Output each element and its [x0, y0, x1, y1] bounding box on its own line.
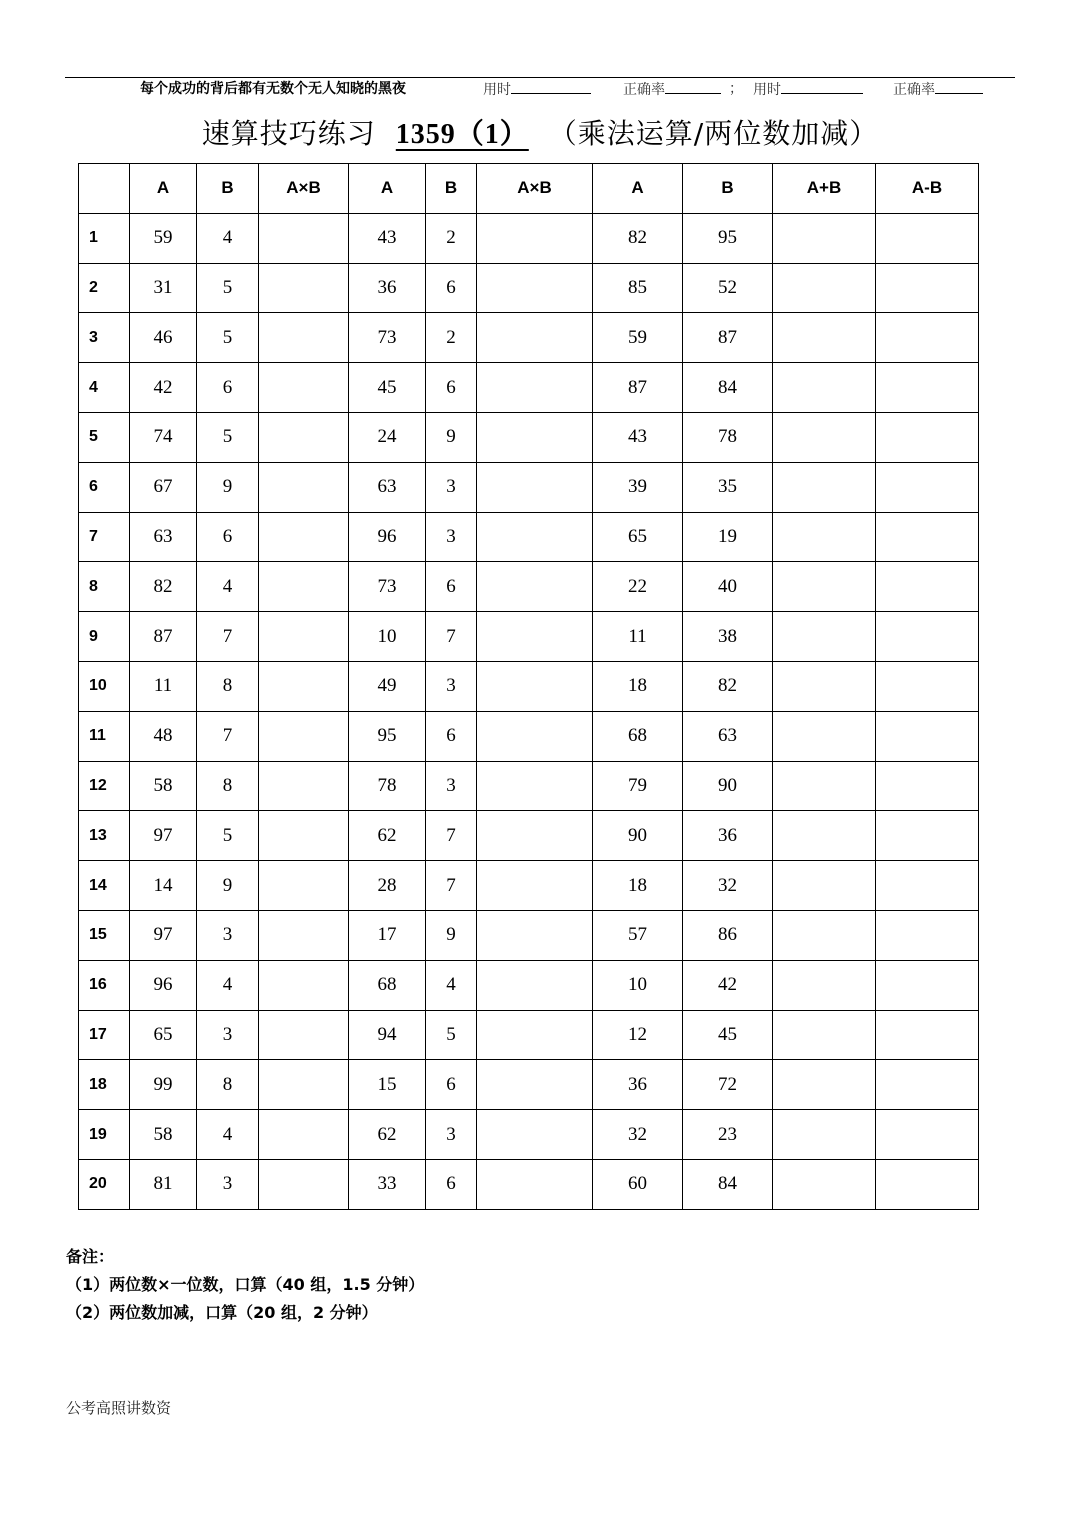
answer-sum[interactable]: [773, 512, 876, 562]
answer-product2[interactable]: [477, 910, 593, 960]
answer-product2[interactable]: [477, 661, 593, 711]
page-header: [65, 78, 1015, 100]
cell-b3: 82: [683, 661, 773, 711]
cell-a2: 24: [349, 412, 426, 462]
accuracy-field-2[interactable]: [893, 78, 983, 99]
row-index: 19: [79, 1110, 130, 1160]
table-row: [79, 960, 979, 1010]
answer-product1[interactable]: [259, 512, 349, 562]
cell-a3: 82: [593, 213, 683, 263]
cell-b3: 84: [683, 1159, 773, 1209]
cell-b3: 90: [683, 761, 773, 811]
cell-a1: 58: [130, 1110, 197, 1160]
cell-a3: 85: [593, 263, 683, 313]
table-row: [79, 711, 979, 761]
row-index: 8: [79, 562, 130, 612]
table-row: [79, 910, 979, 960]
cell-b2: 6: [426, 1060, 477, 1110]
accuracy-blank-1[interactable]: [665, 78, 721, 94]
table-body: [79, 213, 979, 1209]
row-index: 5: [79, 412, 130, 462]
page-title: [0, 112, 1080, 152]
cell-b1: 9: [197, 462, 259, 512]
cell-b1: 5: [197, 811, 259, 861]
cell-a1: 31: [130, 263, 197, 313]
header-product1: A×B: [259, 164, 349, 214]
motto-text: 每个成功的背后都有无数个无人知晓的黑夜: [140, 81, 406, 97]
cell-a1: 99: [130, 1060, 197, 1110]
cell-a2: 28: [349, 861, 426, 911]
cell-b3: 78: [683, 412, 773, 462]
cell-a3: 87: [593, 363, 683, 413]
row-index: 9: [79, 612, 130, 662]
answer-sum[interactable]: [773, 1110, 876, 1160]
cell-a2: 94: [349, 1010, 426, 1060]
cell-b3: 84: [683, 363, 773, 413]
table-row: [79, 1110, 979, 1160]
cell-a1: 81: [130, 1159, 197, 1209]
answer-product2[interactable]: [477, 811, 593, 861]
cell-a1: 67: [130, 462, 197, 512]
cell-a2: 49: [349, 661, 426, 711]
answer-product2[interactable]: [477, 263, 593, 313]
time-field-1[interactable]: [483, 78, 591, 99]
cell-b2: 7: [426, 811, 477, 861]
answer-sum[interactable]: [773, 811, 876, 861]
answer-sum[interactable]: [773, 1010, 876, 1060]
title-prefix: 速算技巧练习: [201, 117, 376, 150]
cell-a3: 18: [593, 861, 683, 911]
answer-product2[interactable]: [477, 213, 593, 263]
cell-b1: 8: [197, 761, 259, 811]
cell-b1: 5: [197, 313, 259, 363]
time-label-1: 用时: [483, 82, 511, 98]
answer-product1[interactable]: [259, 412, 349, 462]
table-row: [79, 861, 979, 911]
table-row: [79, 412, 979, 462]
accuracy-blank-2[interactable]: [935, 78, 983, 94]
cell-a1: 58: [130, 761, 197, 811]
answer-difference[interactable]: [876, 462, 979, 512]
cell-b1: 4: [197, 562, 259, 612]
notes-section: [66, 1243, 424, 1327]
cell-a3: 36: [593, 1060, 683, 1110]
cell-b3: 38: [683, 612, 773, 662]
answer-difference[interactable]: [876, 412, 979, 462]
cell-a3: 32: [593, 1110, 683, 1160]
answer-product2[interactable]: [477, 512, 593, 562]
footer-text: 公考高照讲数资: [66, 1399, 172, 1417]
row-index: 18: [79, 1060, 130, 1110]
time-field-2[interactable]: [753, 78, 863, 99]
row-index: 16: [79, 960, 130, 1010]
answer-product2[interactable]: [477, 313, 593, 363]
cell-a2: 95: [349, 711, 426, 761]
cell-a3: 90: [593, 811, 683, 861]
table-row: [79, 761, 979, 811]
answer-sum[interactable]: [773, 761, 876, 811]
cell-b3: 32: [683, 861, 773, 911]
answer-product1[interactable]: [259, 910, 349, 960]
cell-a3: 22: [593, 562, 683, 612]
answer-product1[interactable]: [259, 213, 349, 263]
answer-product2[interactable]: [477, 761, 593, 811]
answer-product1[interactable]: [259, 1159, 349, 1209]
answer-sum[interactable]: [773, 960, 876, 1010]
cell-a3: 57: [593, 910, 683, 960]
cell-b1: 4: [197, 960, 259, 1010]
cell-b3: 35: [683, 462, 773, 512]
answer-difference[interactable]: [876, 512, 979, 562]
cell-b1: 8: [197, 1060, 259, 1110]
practice-table: [78, 163, 979, 1210]
cell-a1: 14: [130, 861, 197, 911]
table-row: [79, 1010, 979, 1060]
table-row: [79, 811, 979, 861]
cell-b2: 3: [426, 761, 477, 811]
cell-a2: 15: [349, 1060, 426, 1110]
cell-b1: 5: [197, 263, 259, 313]
accuracy-field-1[interactable]: [623, 78, 721, 99]
header-b2: B: [426, 164, 477, 214]
answer-product1[interactable]: [259, 661, 349, 711]
cell-b1: 4: [197, 213, 259, 263]
answer-sum[interactable]: [773, 462, 876, 512]
cell-a2: 73: [349, 562, 426, 612]
table-row: [79, 562, 979, 612]
answer-product2[interactable]: [477, 612, 593, 662]
table-row: [79, 661, 979, 711]
answer-product2[interactable]: [477, 462, 593, 512]
row-index: 13: [79, 811, 130, 861]
table-row: [79, 1060, 979, 1110]
cell-a1: 74: [130, 412, 197, 462]
header-product2: A×B: [477, 164, 593, 214]
answer-sum[interactable]: [773, 661, 876, 711]
answer-difference[interactable]: [876, 1010, 979, 1060]
answer-product1[interactable]: [259, 313, 349, 363]
cell-a3: 43: [593, 412, 683, 462]
header-difference: A-B: [876, 164, 979, 214]
table-row: [79, 313, 979, 363]
cell-b2: 4: [426, 960, 477, 1010]
row-index: 7: [79, 512, 130, 562]
answer-product2[interactable]: [477, 1060, 593, 1110]
time-blank-1[interactable]: [511, 78, 591, 94]
cell-a2: 78: [349, 761, 426, 811]
answer-difference[interactable]: [876, 1060, 979, 1110]
answer-product1[interactable]: [259, 960, 349, 1010]
separator: ；: [729, 81, 743, 97]
answer-sum[interactable]: [773, 1060, 876, 1110]
cell-a1: 11: [130, 661, 197, 711]
row-index: 20: [79, 1159, 130, 1209]
cell-a1: 59: [130, 213, 197, 263]
header-a3: A: [593, 164, 683, 214]
header-a1: A: [130, 164, 197, 214]
answer-product1[interactable]: [259, 363, 349, 413]
answer-product1[interactable]: [259, 761, 349, 811]
row-index: 17: [79, 1010, 130, 1060]
row-index: 1: [79, 213, 130, 263]
answer-product2[interactable]: [477, 562, 593, 612]
cell-b2: 5: [426, 1010, 477, 1060]
title-code: 1359（1）: [395, 119, 529, 150]
row-index: 2: [79, 263, 130, 313]
header-divider: [65, 77, 1015, 78]
cell-b3: 23: [683, 1110, 773, 1160]
answer-product2[interactable]: [477, 1159, 593, 1209]
notes-line-2: （2）两位数加减，口算（20 组，2 分钟）: [66, 1303, 378, 1322]
answer-difference[interactable]: [876, 1110, 979, 1160]
answer-difference[interactable]: [876, 213, 979, 263]
cell-a2: 33: [349, 1159, 426, 1209]
answer-difference[interactable]: [876, 612, 979, 662]
cell-a2: 45: [349, 363, 426, 413]
cell-a1: 97: [130, 910, 197, 960]
row-index: 3: [79, 313, 130, 363]
answer-sum[interactable]: [773, 1159, 876, 1209]
cell-b3: 72: [683, 1060, 773, 1110]
answer-product1[interactable]: [259, 1060, 349, 1110]
cell-a1: 82: [130, 562, 197, 612]
cell-b1: 3: [197, 1010, 259, 1060]
cell-b3: 45: [683, 1010, 773, 1060]
cell-b1: 8: [197, 661, 259, 711]
cell-b2: 6: [426, 263, 477, 313]
cell-a3: 10: [593, 960, 683, 1010]
cell-a1: 65: [130, 1010, 197, 1060]
answer-product2[interactable]: [477, 960, 593, 1010]
answer-product1[interactable]: [259, 263, 349, 313]
table-row: [79, 363, 979, 413]
cell-a2: 62: [349, 1110, 426, 1160]
row-index: 15: [79, 910, 130, 960]
answer-difference[interactable]: [876, 861, 979, 911]
answer-difference[interactable]: [876, 811, 979, 861]
time-blank-2[interactable]: [781, 78, 863, 94]
cell-b2: 6: [426, 711, 477, 761]
answer-sum[interactable]: [773, 861, 876, 911]
answer-difference[interactable]: [876, 711, 979, 761]
answer-product1[interactable]: [259, 811, 349, 861]
cell-b2: 7: [426, 612, 477, 662]
cell-a1: 46: [130, 313, 197, 363]
cell-a2: 10: [349, 612, 426, 662]
cell-a3: 60: [593, 1159, 683, 1209]
table-row: [79, 213, 979, 263]
answer-difference[interactable]: [876, 562, 979, 612]
cell-a1: 96: [130, 960, 197, 1010]
row-index: 4: [79, 363, 130, 413]
answer-product2[interactable]: [477, 1010, 593, 1060]
row-index: 12: [79, 761, 130, 811]
answer-product2[interactable]: [477, 412, 593, 462]
cell-b2: 3: [426, 462, 477, 512]
cell-a1: 97: [130, 811, 197, 861]
cell-b1: 7: [197, 711, 259, 761]
cell-a3: 11: [593, 612, 683, 662]
answer-product1[interactable]: [259, 1010, 349, 1060]
answer-sum[interactable]: [773, 313, 876, 363]
cell-b2: 6: [426, 363, 477, 413]
answer-sum[interactable]: [773, 363, 876, 413]
title-suffix: （乘法运算/两位数加减）: [548, 117, 879, 150]
cell-b2: 3: [426, 1110, 477, 1160]
cell-a3: 18: [593, 661, 683, 711]
cell-a2: 62: [349, 811, 426, 861]
answer-product1[interactable]: [259, 562, 349, 612]
cell-b2: 7: [426, 861, 477, 911]
cell-b1: 7: [197, 612, 259, 662]
row-index: 10: [79, 661, 130, 711]
header-a2: A: [349, 164, 426, 214]
answer-difference[interactable]: [876, 313, 979, 363]
answer-product2[interactable]: [477, 861, 593, 911]
cell-a2: 63: [349, 462, 426, 512]
answer-product2[interactable]: [477, 1110, 593, 1160]
table-row: [79, 263, 979, 313]
cell-b3: 40: [683, 562, 773, 612]
cell-b2: 3: [426, 661, 477, 711]
answer-difference[interactable]: [876, 1159, 979, 1209]
cell-b2: 6: [426, 1159, 477, 1209]
answer-product2[interactable]: [477, 363, 593, 413]
cell-b1: 9: [197, 861, 259, 911]
cell-b2: 2: [426, 313, 477, 363]
cell-a1: 63: [130, 512, 197, 562]
answer-product1[interactable]: [259, 1110, 349, 1160]
cell-b1: 6: [197, 363, 259, 413]
header-index: [79, 164, 130, 214]
answer-difference[interactable]: [876, 910, 979, 960]
time-label-2: 用时: [753, 82, 781, 98]
table-row: [79, 512, 979, 562]
cell-b1: 5: [197, 412, 259, 462]
cell-a1: 87: [130, 612, 197, 662]
header-b1: B: [197, 164, 259, 214]
answer-difference[interactable]: [876, 960, 979, 1010]
cell-a2: 68: [349, 960, 426, 1010]
row-index: 11: [79, 711, 130, 761]
answer-difference[interactable]: [876, 661, 979, 711]
answer-product1[interactable]: [259, 861, 349, 911]
cell-b3: 19: [683, 512, 773, 562]
notes-heading: 备注：: [66, 1247, 115, 1266]
cell-a3: 65: [593, 512, 683, 562]
cell-b3: 63: [683, 711, 773, 761]
table-row: [79, 612, 979, 662]
accuracy-label-1: 正确率: [623, 82, 665, 98]
cell-b3: 87: [683, 313, 773, 363]
notes-line-1: （1）两位数×一位数，口算（40 组，1.5 分钟）: [66, 1275, 425, 1294]
answer-product1[interactable]: [259, 711, 349, 761]
answer-difference[interactable]: [876, 263, 979, 313]
answer-product2[interactable]: [477, 711, 593, 761]
answer-difference[interactable]: [876, 761, 979, 811]
cell-a2: 73: [349, 313, 426, 363]
cell-b3: 36: [683, 811, 773, 861]
cell-b2: 6: [426, 562, 477, 612]
accuracy-label-2: 正确率: [893, 82, 935, 98]
table-row: [79, 462, 979, 512]
cell-a2: 96: [349, 512, 426, 562]
cell-b3: 42: [683, 960, 773, 1010]
answer-sum[interactable]: [773, 263, 876, 313]
cell-a2: 17: [349, 910, 426, 960]
answer-sum[interactable]: [773, 213, 876, 263]
row-index: 14: [79, 861, 130, 911]
answer-product1[interactable]: [259, 612, 349, 662]
cell-b1: 4: [197, 1110, 259, 1160]
cell-b3: 52: [683, 263, 773, 313]
cell-a2: 36: [349, 263, 426, 313]
answer-sum[interactable]: [773, 562, 876, 612]
row-index: 6: [79, 462, 130, 512]
cell-a3: 39: [593, 462, 683, 512]
answer-product1[interactable]: [259, 462, 349, 512]
header-sum: A+B: [773, 164, 876, 214]
cell-b2: 2: [426, 213, 477, 263]
cell-a3: 79: [593, 761, 683, 811]
cell-a1: 42: [130, 363, 197, 413]
cell-b2: 9: [426, 412, 477, 462]
cell-b1: 3: [197, 910, 259, 960]
cell-a2: 43: [349, 213, 426, 263]
cell-a3: 12: [593, 1010, 683, 1060]
cell-b1: 6: [197, 512, 259, 562]
answer-sum[interactable]: [773, 612, 876, 662]
header-b3: B: [683, 164, 773, 214]
cell-b1: 3: [197, 1159, 259, 1209]
cell-b2: 3: [426, 512, 477, 562]
cell-a3: 68: [593, 711, 683, 761]
table-header-row: [79, 164, 979, 214]
cell-b3: 95: [683, 213, 773, 263]
cell-a1: 48: [130, 711, 197, 761]
answer-difference[interactable]: [876, 363, 979, 413]
answer-sum[interactable]: [773, 711, 876, 761]
table-row: [79, 1159, 979, 1209]
answer-sum[interactable]: [773, 412, 876, 462]
cell-b2: 9: [426, 910, 477, 960]
answer-sum[interactable]: [773, 910, 876, 960]
cell-b3: 86: [683, 910, 773, 960]
cell-a3: 59: [593, 313, 683, 363]
